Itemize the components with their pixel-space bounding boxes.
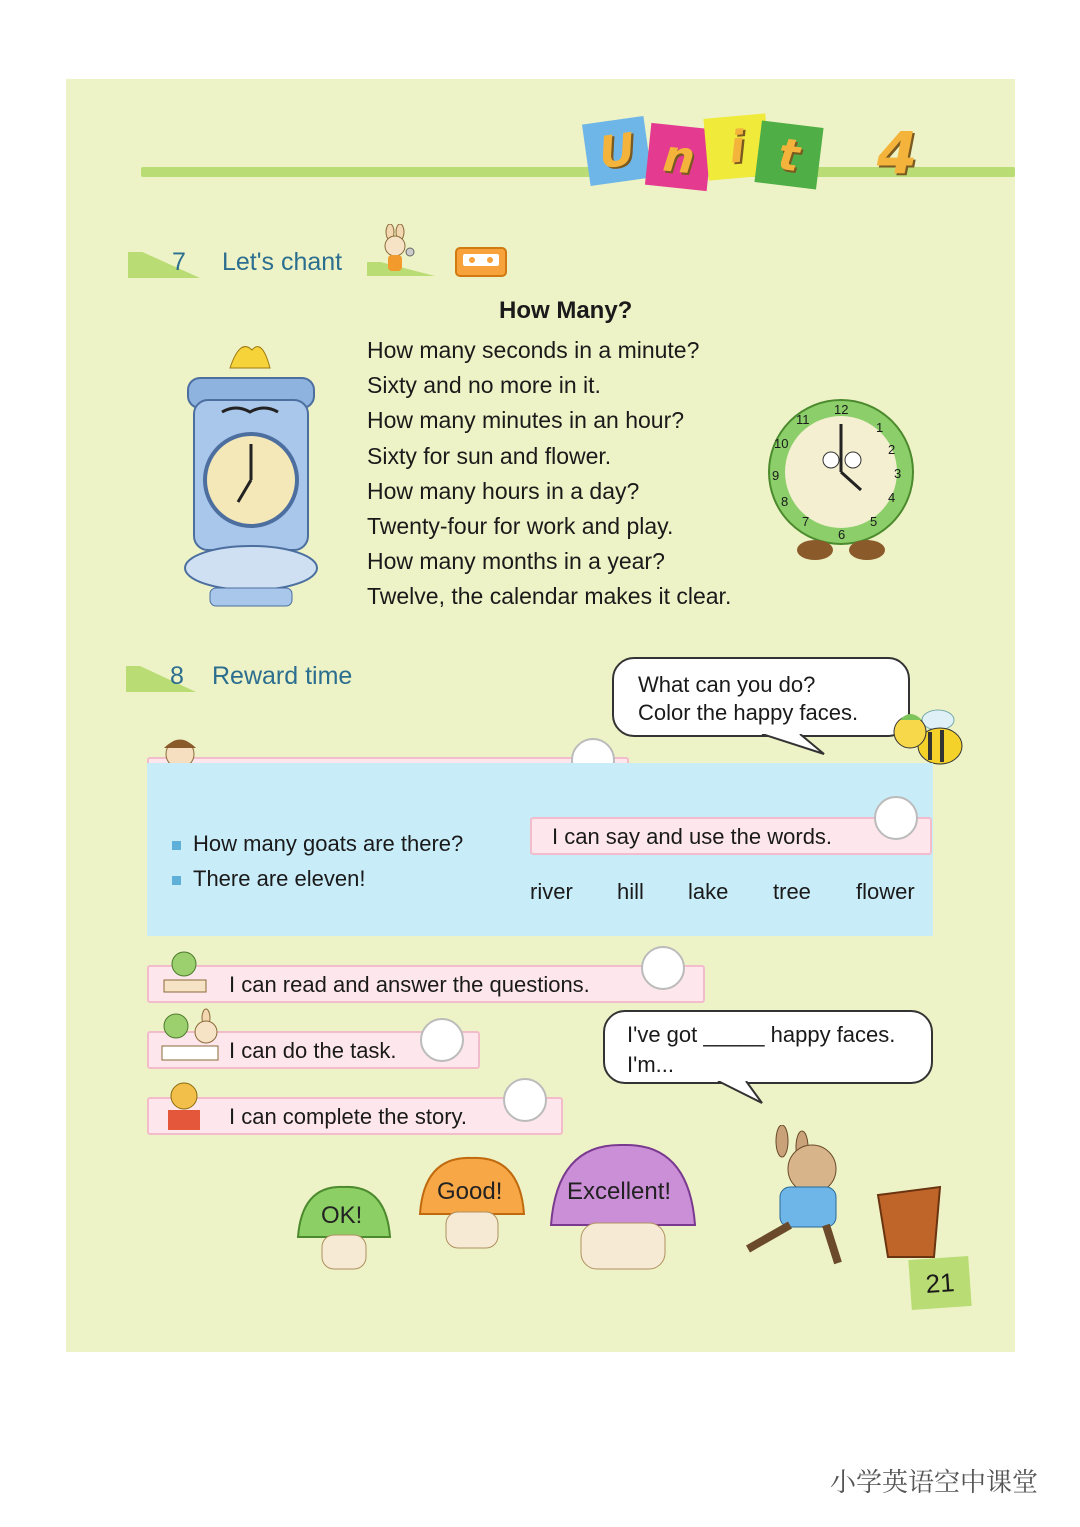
grandfather-clock-illustration bbox=[170, 338, 332, 610]
bubble-top-line: What can you do? bbox=[638, 672, 816, 697]
bubble-top-tail bbox=[760, 734, 830, 756]
chant-line: How many seconds in a minute? bbox=[367, 337, 700, 363]
can-say-label: I can say and use the words. bbox=[552, 824, 833, 849]
chant-lines bbox=[367, 333, 731, 615]
section-8-title: Reward time bbox=[212, 662, 353, 690]
word-item: lake bbox=[688, 879, 729, 904]
can-read-label: I can read and answer the questions. bbox=[229, 972, 590, 997]
chant-line: How many months in a year? bbox=[367, 548, 665, 575]
happy-face-icon[interactable] bbox=[503, 1078, 547, 1122]
chant-line: Sixty for sun and flower. bbox=[367, 442, 612, 469]
cassette-icon[interactable] bbox=[455, 247, 507, 277]
boy-reading-icon bbox=[158, 946, 212, 996]
chant-line: Twenty-four for work and play. bbox=[367, 512, 674, 539]
unit-banner bbox=[586, 112, 946, 192]
section-8-number: 8 bbox=[170, 662, 184, 690]
watermark-text: 小学英语空中课堂 bbox=[830, 1468, 1039, 1498]
clock-number-3: 3 bbox=[894, 466, 902, 481]
clock-number-8: 8 bbox=[781, 494, 789, 509]
clock-number-9: 9 bbox=[772, 468, 780, 483]
friends-reading-icon bbox=[158, 1008, 228, 1064]
bubble-bottom-tail bbox=[716, 1081, 768, 1105]
unit-letter-n: n bbox=[645, 123, 713, 191]
mushroom-excellent-illustration[interactable] bbox=[549, 1143, 697, 1271]
clock-number-6: 6 bbox=[838, 527, 846, 542]
word-item: river bbox=[530, 879, 573, 904]
mushroom-ok-label: OK! bbox=[321, 1202, 363, 1229]
word-item: hill bbox=[617, 879, 644, 904]
bubble-bottom-line: I've got _____ happy faces. bbox=[627, 1022, 896, 1047]
chant-title: How Many? bbox=[499, 297, 633, 324]
bubble-top-line: Color the happy faces. bbox=[638, 700, 859, 725]
unit-letter-u: U bbox=[582, 116, 652, 186]
clock-number-1: 1 bbox=[876, 420, 884, 435]
clock-number-5: 5 bbox=[870, 514, 878, 529]
mushroom-excellent-label: Excellent! bbox=[567, 1178, 672, 1205]
can-read-row bbox=[147, 965, 705, 1003]
answer-line: There are eleven! bbox=[172, 866, 365, 892]
chant-line: How many hours in a day? bbox=[367, 477, 640, 504]
clock-number-2: 2 bbox=[888, 442, 896, 457]
section-7-number: 7 bbox=[172, 248, 186, 276]
chant-line: Twelve, the calendar makes it clear. bbox=[367, 583, 732, 610]
chant-line: How many minutes in an hour? bbox=[367, 407, 685, 434]
can-task-label: I can do the task. bbox=[229, 1038, 397, 1063]
can-say-row bbox=[530, 817, 932, 855]
section-7-title: Let's chant bbox=[222, 248, 343, 276]
unit-letter-t: t bbox=[754, 120, 823, 189]
mushroom-good-label: Good! bbox=[437, 1178, 503, 1205]
clock-number-7: 7 bbox=[802, 514, 810, 529]
happy-face-icon[interactable] bbox=[874, 796, 918, 840]
word-item: flower bbox=[856, 879, 915, 904]
singing-rabbit-icon bbox=[372, 224, 424, 276]
happy-face-icon[interactable] bbox=[641, 946, 685, 990]
bullet-square-icon bbox=[172, 841, 181, 850]
happy-face-icon[interactable] bbox=[420, 1018, 464, 1062]
page-number: 21 bbox=[908, 1256, 971, 1310]
question-line: How many goats are there? bbox=[172, 831, 463, 857]
bear-reading-icon bbox=[160, 1076, 208, 1132]
clock-number-12: 12 bbox=[834, 402, 849, 417]
word-item: tree bbox=[773, 879, 811, 904]
rabbit-with-basket-illustration bbox=[728, 1125, 946, 1273]
can-story-row bbox=[147, 1097, 563, 1135]
unit-letter-i: i bbox=[703, 113, 770, 180]
speech-bubble-bottom bbox=[603, 1010, 933, 1084]
speech-bubble-top bbox=[612, 657, 910, 737]
bullet-square-icon bbox=[172, 876, 181, 885]
clock-number-11: 11 bbox=[796, 412, 810, 427]
clock-number-10: 10 bbox=[774, 436, 789, 451]
bubble-bottom-line: I'm... bbox=[627, 1052, 674, 1077]
can-story-label: I can complete the story. bbox=[229, 1104, 468, 1129]
clock-number-4: 4 bbox=[888, 490, 896, 505]
chant-line: Sixty and no more in it. bbox=[367, 372, 601, 399]
unit-number: 4 bbox=[876, 119, 918, 187]
